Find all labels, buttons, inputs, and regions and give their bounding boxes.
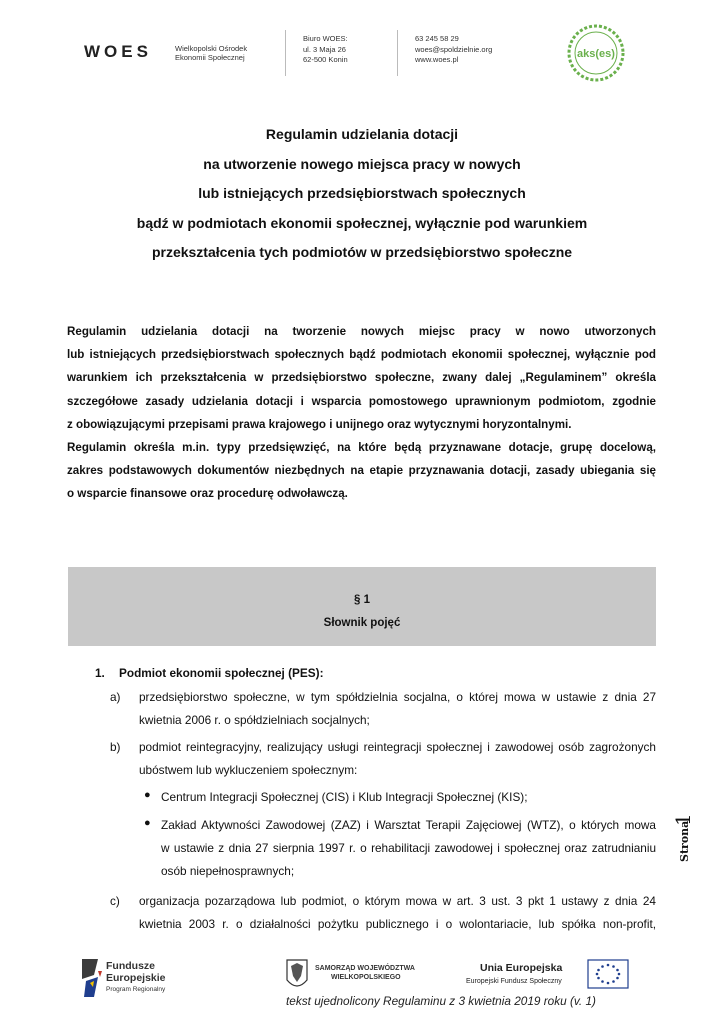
org-name [175,44,275,62]
funds-logo [80,957,200,1001]
header-divider [285,30,286,76]
title-line: bądź w podmiotach ekonomii społecznej, wyłącznie pod warunkiem [136,214,588,231]
eu-logo [460,958,640,998]
intro-line: lub istniejących przedsiębiorstwach społecznych bądź podmiotach ekonomii społecznej, wyłącznie pod [67,348,656,362]
org-name-line2: Ekonomii Społecznej [175,53,245,62]
intro-line: Regulamin udzielania dotacji na tworzenie nowych miejsc pracy w nowo utworzonych [67,325,656,338]
bullet-line: w ustawie z dnia 27 sierpnia 1997 r. o rehabilitacji zawodowej i społecznej oraz zatrudnianiu [161,841,656,856]
item-line: ubóstwem lub wykluczeniem społecznym: [139,763,358,778]
header [0,0,724,90]
title-line: na utworzenie nowego miejsca pracy w nowych [203,155,521,172]
intro-line: warunkiem ich przekształcenia w przedsiębiorstwo społeczne, zwany dalej „Regulaminem” określa [67,371,656,385]
intro-line: Regulamin określa m.in. typy przedsięwzięć, na które będą przyznawane dotacje, grupę docelową, [67,440,656,454]
footer-note: tekst ujednolicony Regulaminu z 3 kwietnia 2019 roku (v. 1) [286,994,596,1008]
svg-text:Unia Europejska: Unia Europejska [480,962,563,974]
page-label: Strona [678,820,691,862]
title-line: przekształcenia tych podmiotów w przedsiębiorstwo społeczne [151,244,573,260]
office-line3: 62-500 Konin [303,55,348,64]
bullet-icon: ● [144,789,151,801]
akses-badge-icon [567,24,625,82]
item-letter: a) [110,690,121,704]
office-line1: Biuro WOES: [303,34,348,43]
document-title [0,120,724,268]
item-c-text [139,890,656,936]
bullet-icon: ● [144,817,151,829]
header-divider [397,30,398,76]
bullet-line: Zakład Aktywności Zawodowej (ZAZ) i Warsztat Terapii Zajęciowej (WTZ), o których mowa [161,818,656,832]
website[interactable]: www.woes.pl [415,55,459,64]
item-line: kwietnia 2006 r. o spółdzielniach socjalnych; [139,713,370,728]
flag-icon [82,959,102,997]
coat-of-arms-icon [287,960,307,986]
org-name-line1: Wielkopolski Ośrodek [175,44,248,53]
svg-text:Europejski Fundusz Społeczny: Europejski Fundusz Społeczny [466,978,562,985]
item-a-text [139,686,656,732]
section-title: Słownik pojęć [323,617,401,629]
item-line: organizacja pozarządowa lub podmiot, o którym mowa w art. 3 ust. 3 pkt 1 ustawy z dnia 24 [139,894,656,908]
svg-text:Fundusze: Fundusze [106,960,155,972]
definition-heading [95,666,324,680]
section-number: § 1 [354,594,370,606]
intro-line: szczegółowe zasady udzielania dotacji i wsparcia pomostowego uprawnionym podmiotom, zgodnie [67,394,656,408]
item-letter: b) [110,740,121,754]
phone: 63 245 58 29 [415,34,459,43]
page-number: 1 [671,813,695,826]
woes-logo: WOES [84,42,152,61]
office-line2: ul. 3 Maja 26 [303,44,346,54]
contact-info [415,34,492,66]
bullet-2-text [161,814,656,884]
svg-text:SAMORZĄD WOJEWÓDZTWA: SAMORZĄD WOJEWÓDZTWA [315,965,415,972]
title-line: Regulamin udzielania dotacji [265,126,459,142]
region-logo [285,958,425,998]
bullet-line: osób niepełnosprawnych; [161,864,295,879]
eu-flag-icon [588,960,628,988]
svg-text:Europejskie: Europejskie [106,972,166,984]
intro-line: zakres podstawowych dokumentów niezbędnych na etapie przyznawania dotacji, zasady ubiegania się [67,464,656,478]
bullet-1-text [161,786,656,809]
definition-number: 1. [95,666,105,680]
svg-text:WIELKOPOLSKIEGO: WIELKOPOLSKIEGO [331,974,401,981]
badge-text: aks(es) [577,48,615,60]
bullet-line: Centrum Integracji Społecznej (CIS) i Klub Integracji Społecznej (KIS); [161,790,528,804]
intro-paragraph [67,320,656,506]
item-line: kwietnia 2003 r. o działalności pożytku publicznego i o wolontariacie, lub spółka non-profit, [139,917,656,932]
item-line: podmiot reintegracyjny, realizujący usługi reintegracji społecznej i zawodowej osób zagrożonych [139,740,656,754]
office-address [303,34,348,66]
email[interactable]: woes@spoldzielnie.org [415,44,493,54]
section-header-box [68,567,656,646]
definition-title: Podmiot ekonomii społecznej (PES): [119,666,324,680]
item-line: przedsiębiorstwo społeczne, w tym spółdzielnia socjalna, o której mowa w ustawie z dnia 27 [139,690,656,704]
item-letter: c) [110,894,120,908]
svg-text:Program Regionalny: Program Regionalny [106,986,166,993]
intro-line: o wsparcie finansowe oraz procedurę odwoławczą. [67,487,348,501]
intro-line: z obowiązującymi przepisami prawa krajowego i unijnego oraz wytycznymi horyzontalnymi. [67,417,572,431]
title-line: lub istniejących przedsiębiorstwach społecznych [198,185,526,201]
page-number-marker [668,804,698,864]
item-b-text [139,736,656,782]
